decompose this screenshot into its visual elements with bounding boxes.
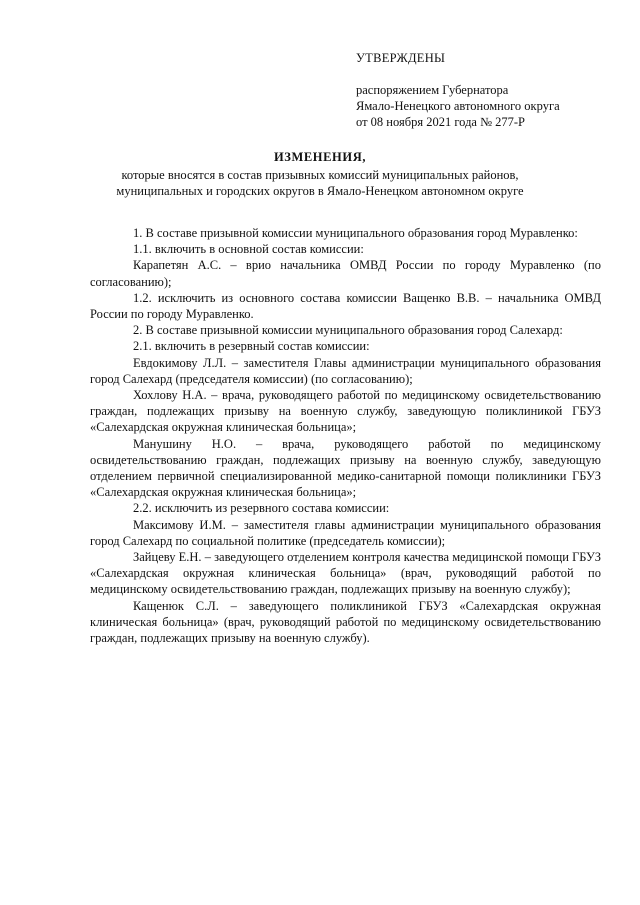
paragraph: 2. В составе призывной комиссии муниципального образования город Салехард: xyxy=(133,323,563,338)
approval-title: УТВЕРЖДЕНЫ xyxy=(356,51,446,65)
paragraph: Манушину Н.О. – врача, руководящего работой по медицинскому освидетельствованию граждан, подлежащих призыву на военную службу, заведующую отделением первичной специализированной медико-санитарной помощи поликлиники ГБУЗ «Салехардская окружная клиническая больница»; xyxy=(90,436,601,500)
document-body xyxy=(90,225,601,646)
paragraph: Зайцеву Е.Н. – заведующего отделением контроля качества медицинской помощи ГБУЗ «Салехардская окружная клиническая больница» (врач, руководящий работой по медицинскому освидетельствованию граждан, подлежащих призыву на военную службу); xyxy=(90,550,601,597)
paragraph: 1.2. исключить из основного состава комиссии Ващенко В.В. – начальника ОМВД России по городу Муравленко. xyxy=(90,290,601,322)
paragraph: Максимову И.М. – заместителя главы администрации муниципального образования город Салехард по социальной политике (председатель комиссии); xyxy=(90,517,601,548)
document-subtitle-line-2: муниципальных и городских округов в Ямало-Ненецком автономном округе xyxy=(116,184,524,198)
paragraph: Хохлову Н.А. – врача, руководящего работой по медицинскому освидетельствованию граждан, подлежащих призыву на военную службу, заведующую поликлиникой ГБУЗ «Салехардская окружная клиническая больница»; xyxy=(90,388,601,435)
paragraph: 2.2. исключить из резервного состава комиссии: xyxy=(133,501,390,516)
paragraph: 1. В составе призывной комиссии муниципального образования город Муравленко: xyxy=(133,226,578,240)
approval-line-2: Ямало-Ненецкого автономного округа xyxy=(356,99,560,113)
approval-stamp xyxy=(356,50,560,130)
approval-line-1: распоряжением Губернатора xyxy=(356,83,509,97)
paragraph: Евдокимову Л.Л. – заместителя Главы администрации муниципального образования город Салехард (председателя комиссии) (по согласованию); xyxy=(90,355,601,386)
paragraph: 2.1. включить в резервный состав комиссии: xyxy=(133,339,370,354)
document-heading xyxy=(0,149,640,199)
paragraph: 1.1. включить в основной состав комиссии: xyxy=(133,242,364,257)
paragraph: Карапетян А.С. – врио начальника ОМВД России по городу Муравленко (по согласованию); xyxy=(90,258,601,289)
paragraph: Кащенюк С.Л. – заведующего поликлиникой ГБУЗ «Салехардская окружная клиническая больница» (врач, руководящий работой по медицинскому освидетельствованию граждан, подлежащих призыву на военную службу). xyxy=(90,598,601,646)
document-subtitle-line-1: которые вносятся в состав призывных комиссий муниципальных районов, xyxy=(121,168,519,182)
document-title: ИЗМЕНЕНИЯ, xyxy=(273,150,367,164)
approval-line-3: от 08 ноября 2021 года № 277-Р xyxy=(356,115,526,129)
